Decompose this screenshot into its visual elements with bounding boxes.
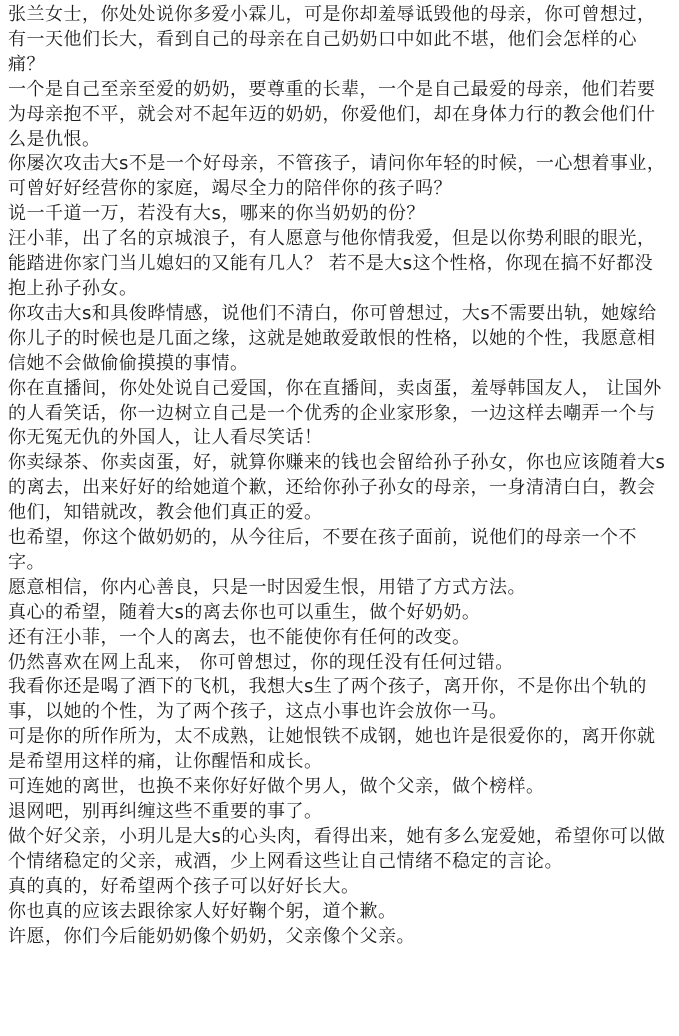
paragraph: 你卖绿茶、你卖卤蛋，好，就算你赚来的钱也会留给孙子孙女，你也应该随着大s的离去，出来好好的给她道个歉，还给你孙子孙女的母亲，一身清清白白，教会他们，知错就改，教会他们真正的爱。 xyxy=(8,452,666,524)
paragraph: 真的真的，好希望两个孩子可以好好长大。 xyxy=(8,875,360,897)
paragraph: 还有汪小菲，一个人的离去，也不能使你有任何的改变。 xyxy=(8,626,471,648)
paragraph: 你攻击大s和具俊晔情感，说他们不清白，你可曾想过，大s不需要出轨，她嫁给你儿子的时候也是几面之缘，这就是她敢爱敢恨的性格，以她的个性，我愿意相信她不会做偷偷摸摸的事情。 xyxy=(8,302,657,374)
paragraph: 可是你的所作所为，太不成熟，让她恨铁不成钢，她也许是很爱你的，离开你就是希望用这样的痛，让你醒悟和成长。 xyxy=(8,726,656,773)
paragraph: 许愿，你们今后能奶奶像个奶奶，父亲像个父亲。 xyxy=(8,925,415,947)
paragraph: 也希望，你这个做奶奶的，从今往后，不要在孩子面前，说他们的母亲一个不字。 xyxy=(8,527,637,573)
paragraph: 可连她的离世，也换不来你好好做个男人，做个父亲，做个榜样。 xyxy=(8,776,545,798)
paragraph: 你在直播间，你处处说自己爱国，你在直播间，卖卤蛋，羞辱韩国友人， 让国外的人看笑话，你一边树立自己是一个优秀的企业家形象，一边这样去嘲弄一个与你无冤无仇的外国人，让人看尽笑话！ xyxy=(8,377,662,449)
paragraph: 张兰女士，你处处说你多爱小霖儿，可是你却羞辱诋毁他的母亲，你可曾想过，有一天他们长大，看到自己的母亲在自己奶奶口中如此不堪，他们会怎样的心痛？ xyxy=(8,4,656,75)
paragraph: 汪小菲，出了名的京城浪子，有人愿意与他你情我爱，但是以你势利眼的眼光，能踏进你家门当儿媳妇的又能有几人？ 若不是大s这个性格，你现在搞不好都没抱上孙子孙女。 xyxy=(8,228,656,299)
paragraph: 你屡次攻击大s不是一个好母亲，不管孩子，请问你年轻的时候，一心想着事业，可曾好好经营你的家庭，竭尽全力的陪伴你的孩子吗？ xyxy=(8,153,666,200)
paragraph: 愿意相信，你内心善良，只是一时因爱生恨，用错了方式方法。 xyxy=(8,576,526,598)
paragraph: 你也真的应该去跟徐家人好好鞠个躬，道个歉。 xyxy=(8,900,397,922)
paragraph: 仍然喜欢在网上乱来， 你可曾想过，你的现任没有任何过错。 xyxy=(8,651,514,673)
paragraph: 我看你还是喝了酒下的飞机，我想大s生了两个孩子，离开你，不是你出个轨的事，以她的个性，为了两个孩子，这点小事也许会放你一马。 xyxy=(8,676,647,723)
paragraph: 一个是自己至亲至爱的奶奶，要尊重的长辈，一个是自己最爱的母亲，他们若要为母亲抱不平，就会对不起年迈的奶奶，你爱他们，却在身体力行的教会他们什么是仇恨。 xyxy=(8,78,656,150)
paragraph: 退网吧，别再纠缠这些不重要的事了。 xyxy=(8,801,323,822)
paragraph: 说一千道一万，若没有大s，哪来的你当奶奶的份？ xyxy=(8,203,425,225)
paragraph: 做个好父亲，小玥儿是大s的心头肉，看得出来，她有多么宠爱她，希望你可以做个情绪稳定的父亲，戒酒，少上网看这些让自己情绪不稳定的言论。 xyxy=(8,825,666,872)
paragraph: 真心的希望，随着大s的离去你也可以重生，做个好奶奶。 xyxy=(8,601,481,623)
